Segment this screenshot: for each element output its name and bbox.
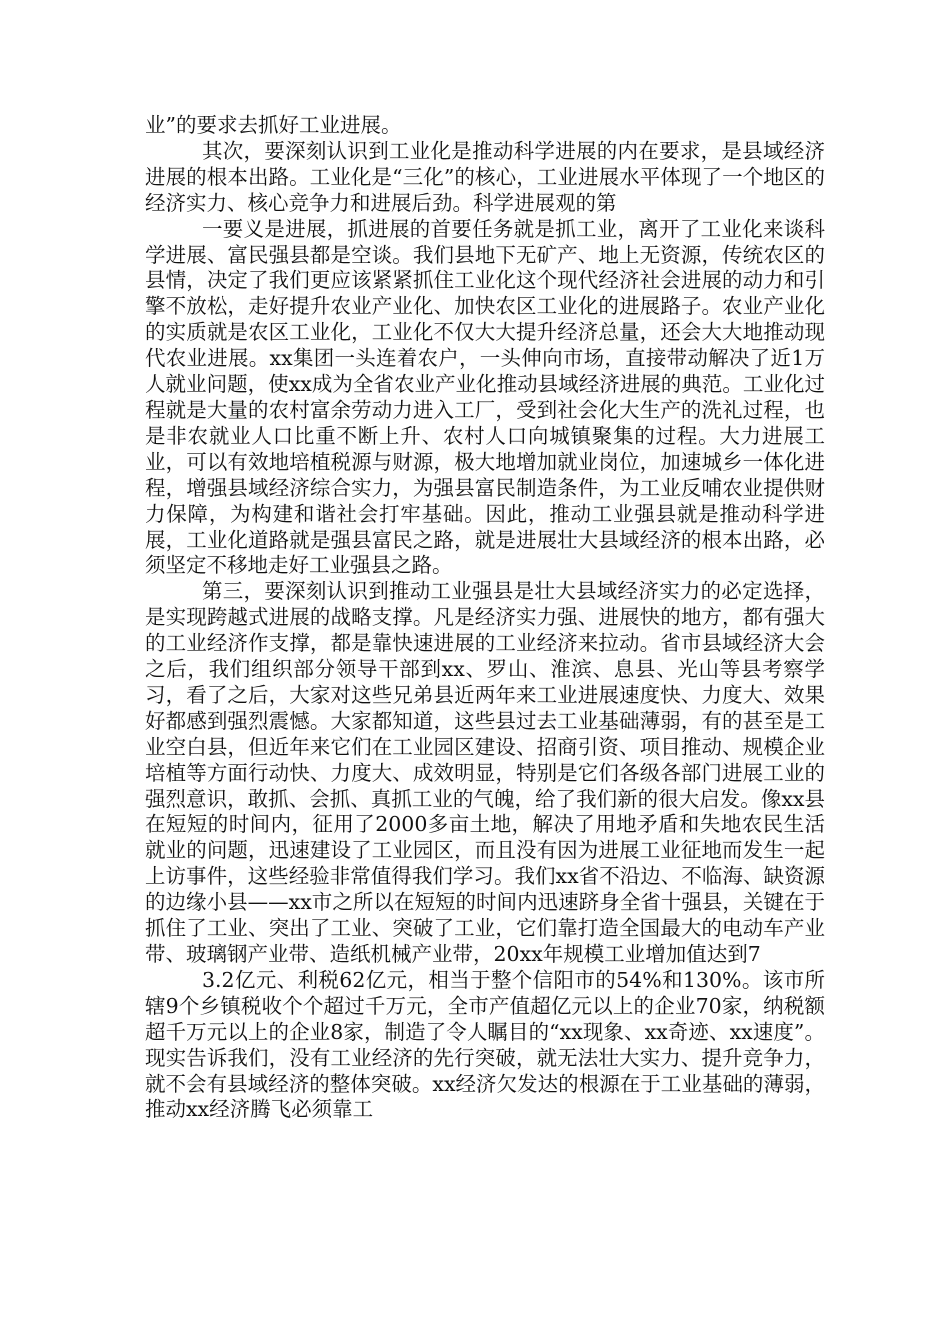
paragraph-3: 一要义是进展，抓进展的首要任务就是抓工业，离开了工业化来谈科学进展、富民强县都是空谈。我们县地下无矿产、地上无资源，传统农区的县情，决定了我们更应该紧紧抓住工业化这个现代经济社会进展的动力和引擎不放松，走好提升农业产业化、加快农区工业化的进展路子。农业产业化的实质就是农区工业化，工业化不仅大大提升经济总量，还会大大地推动现代农业进展。xx集团一头连着农户，一头伸向市场，直接带动解决了近1万人就业问题，使xx成为全省农业产业化推动县域经济进展的典范。工业化过程就是大量的农村富余劳动力进入工厂，受到社会化大生产的洗礼过程，也是非农就业人口比重不断上升、农村人口向城镇聚集的过程。大力进展工业，可以有效地培植税源与财源，极大地增加就业岗位，加速城乡一体化进程，增强县域经济综合实力，为强县富民制造条件，为工业反哺农业提供财力保障，为构建和谐社会打牢基础。因此，推动工业强县就是推动科学进展，工业化道路就是强县富民之路，就是进展壮大县域经济的根本出路，必须坚定不移地走好工业强县之路。 xyxy=(145,216,825,578)
paragraph-5: 3.2亿元、利税62亿元，相当于整个信阳市的54%和130%。该市所辖9个乡镇税收个个超过千万元，全市产值超亿元以上的企业70家，纳税额超千万元以上的企业8家，制造了令人瞩目的“xx现象、xx奇迹、xx速度”。现实告诉我们，没有工业经济的先行突破，就无法壮大实力、提升竞争力，就不会有县域经济的整体突破。xx经济欠发达的根源在于工业基础的薄弱，推动xx经济腾飞必须靠工 xyxy=(145,967,825,1122)
paragraph-1: 业”的要求去抓好工业进展。 xyxy=(145,113,402,137)
paragraph-2: 其次，要深刻认识到工业化是推动科学进展的内在要求，是县域经济进展的根本出路。工业化是“三化”的核心，工业进展水平体现了一个地区的经济实力、核心竞争力和进展后劲。科学进展观的第 xyxy=(145,138,825,215)
paragraph-4: 第三，要深刻认识到推动工业强县是壮大县域经济实力的必定选择，是实现跨越式进展的战略支撑。凡是经济实力强、进展快的地方，都有强大的工业经济作支撑，都是靠快速进展的工业经济来拉动。省市县域经济大会之后，我们组织部分领导干部到xx、罗山、淮滨、息县、光山等县考察学习，看了之后，大家对这些兄弟县近两年来工业进展速度快、力度大、效果好都感到强烈震憾。大家都知道，这些县过去工业基础薄弱，有的甚至是工业空白县，但近年来它们在工业园区建设、招商引资、项目推动、规模企业培植等方面行动快、力度大、成效明显，特别是它们各级各部门进展工业的强烈意识，敢抓、会抓、真抓工业的气魄，给了我们新的很大启发。像xx县在短短的时间内，征用了2000多亩土地，解决了用地矛盾和失地农民生活就业的问题，迅速建设了工业园区，而且没有因为进展工业征地而发生一起上访事件，这些经验非常值得我们学习。我们xx省不沿边、不临海、缺资源的边缘小县——xx市之所以在短短的时间内迅速跻身全省十强县，关键在于抓住了工业、突出了工业、突破了工业，它们靠打造全国最大的电动车产业带、玻璃钢产业带、造纸机械产业带，20xx年规模工业增加值达到7 xyxy=(145,579,825,966)
document-page xyxy=(145,113,825,1123)
